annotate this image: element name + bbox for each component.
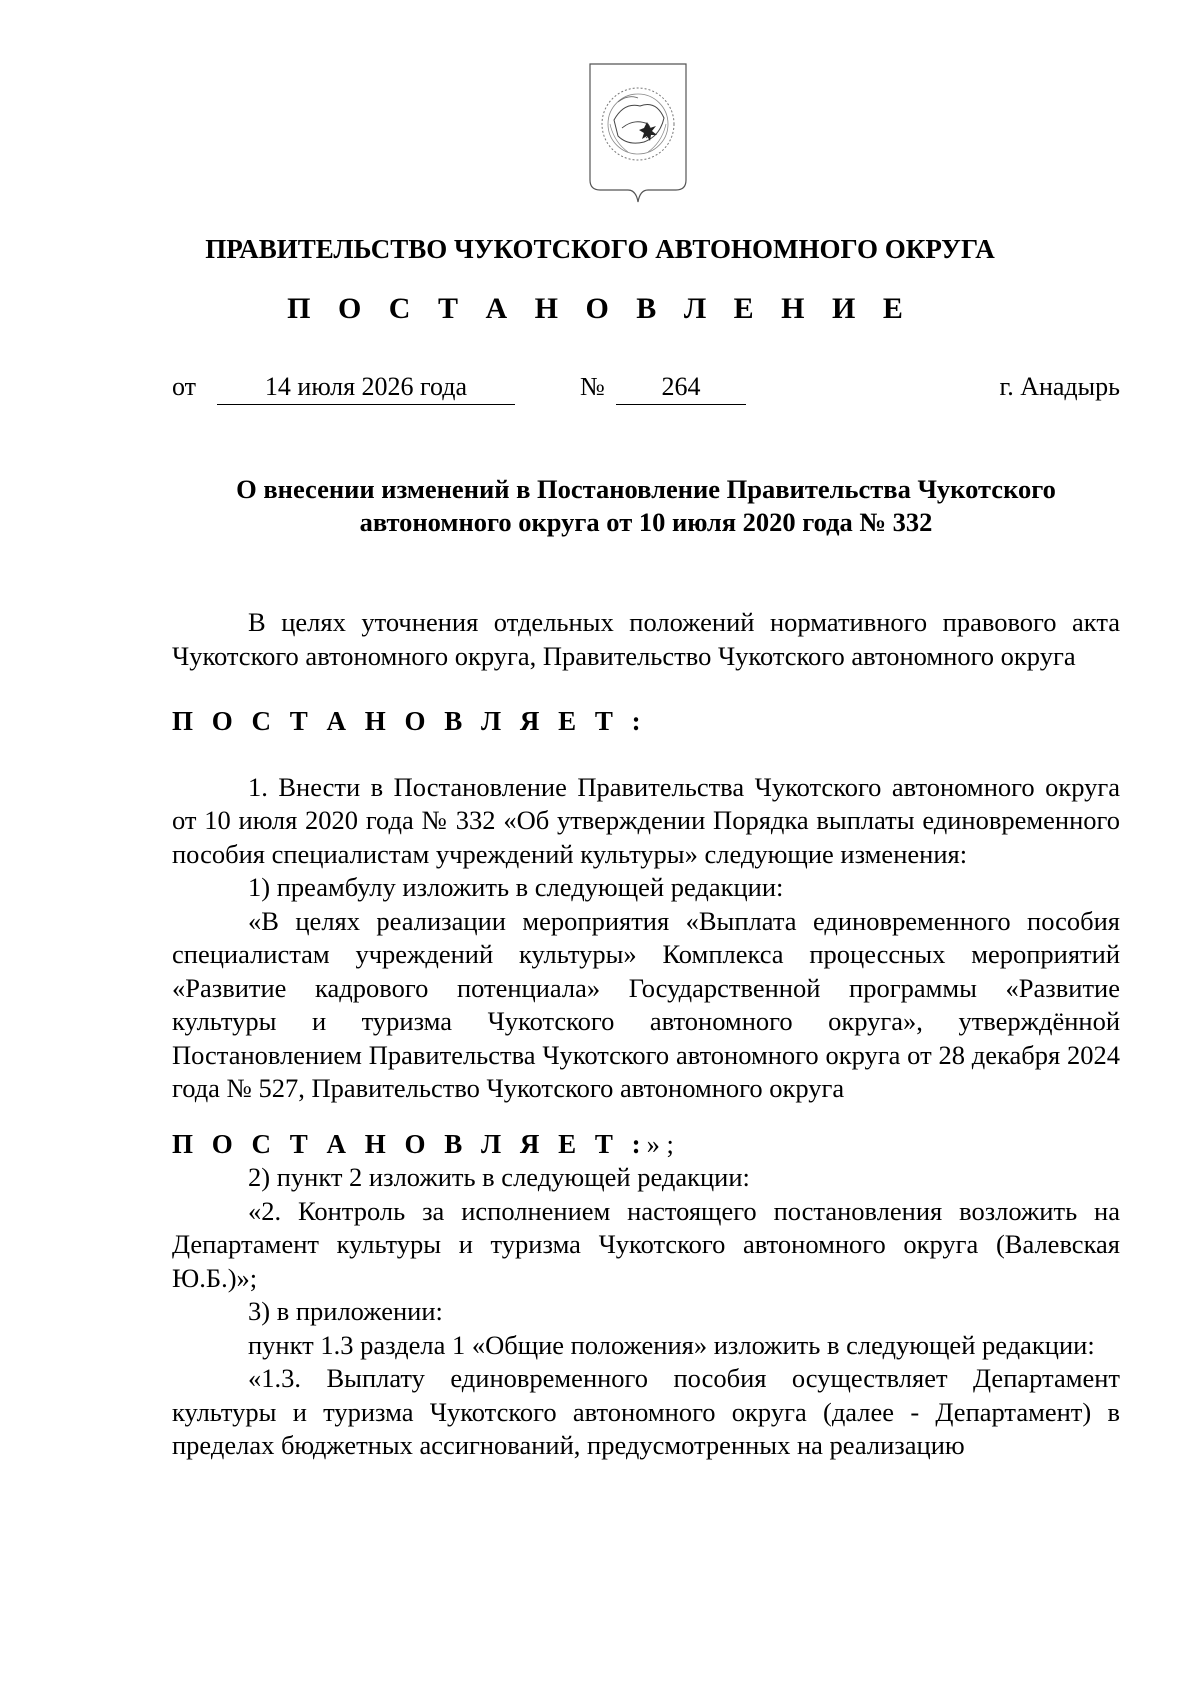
quoted-resolves-text: П О С Т А Н О В Л Я Е Т : bbox=[172, 1128, 647, 1159]
subject-line-2: автономного округа от 10 июля 2020 года № 332 bbox=[359, 507, 933, 537]
quoted-preamble-paragraph: «В целях реализации мероприятия «Выплата единовременного пособия специалистам учреждений культуры» Комплекса процессных мероприятий «Развитие кадрового потенциала» Государственной программы «Развитие культуры и туризма Чукотского автономного округа», утверждённой Постановлением Правительства Чукотского автономного округа от 28 декабря 2024 года № 527, Правительство Чукотского автономного округа bbox=[172, 905, 1120, 1103]
quoted-1-3-paragraph: «1.3. Выплату единовременного пособия осуществляет Департамент культуры и туризма Чукотского автономного округа (далее - Департамент) в пределах бюджетных ассигнований, предусмотренных на реализацию bbox=[172, 1363, 1120, 1460]
document-subject bbox=[172, 473, 1120, 539]
subitem-3-paragraph: 3) в приложении: bbox=[248, 1296, 443, 1326]
quoted-resolves-tail: » ; bbox=[646, 1128, 674, 1159]
resolves-heading-text: П О С Т А Н О В Л Я Е Т : bbox=[172, 706, 647, 736]
document-body bbox=[172, 606, 1120, 1463]
quoted-item-2-paragraph: «2. Контроль за исполнением настоящего постановления возложить на Департамент культуры и туризма Чукотского автономного округа (Валевская Ю.Б.)»; bbox=[172, 1195, 1120, 1293]
coat-of-arms-emblem bbox=[588, 62, 688, 210]
subject-line-1: О внесении изменений в Постановление Правительства Чукотского bbox=[236, 474, 1056, 504]
subitem-2-paragraph: 2) пункт 2 изложить в следующей редакции: bbox=[248, 1162, 750, 1192]
preamble-paragraph: В целях уточнения отдельных положений нормативного правового акта Чукотского автономного округа, Правительство Чукотского автономного округа bbox=[172, 607, 1120, 671]
document-number: 264 bbox=[616, 372, 746, 405]
document-date: 14 июля 2026 года bbox=[217, 372, 515, 405]
subitem-3-text-paragraph: пункт 1.3 раздела 1 «Общие положения» изложить в следующей редакции: bbox=[248, 1329, 1095, 1360]
resolves-heading bbox=[172, 705, 1120, 739]
quoted-resolves-heading bbox=[172, 1128, 1120, 1162]
document-meta-row bbox=[172, 372, 1120, 412]
document-type-title: П О С Т А Н О В Л Е Н И Е bbox=[287, 292, 913, 325]
city-label: г. Анадырь bbox=[999, 372, 1120, 401]
number-sign: № bbox=[580, 372, 605, 401]
item-1-paragraph: 1. Внести в Постановление Правительства Чукотского автономного округа от 10 июля 2020 года № 332 «Об утверждении Порядка выплаты единовременного пособия специалистам учреждений культуры» следующие изменения: bbox=[172, 771, 1120, 869]
government-title: ПРАВИТЕЛЬСТВО ЧУКОТСКОГО АВТОНОМНОГО ОКРУГА bbox=[205, 234, 995, 264]
subitem-1-paragraph: 1) преамбулу изложить в следующей редакции: bbox=[248, 872, 784, 902]
from-label: от bbox=[172, 372, 197, 401]
